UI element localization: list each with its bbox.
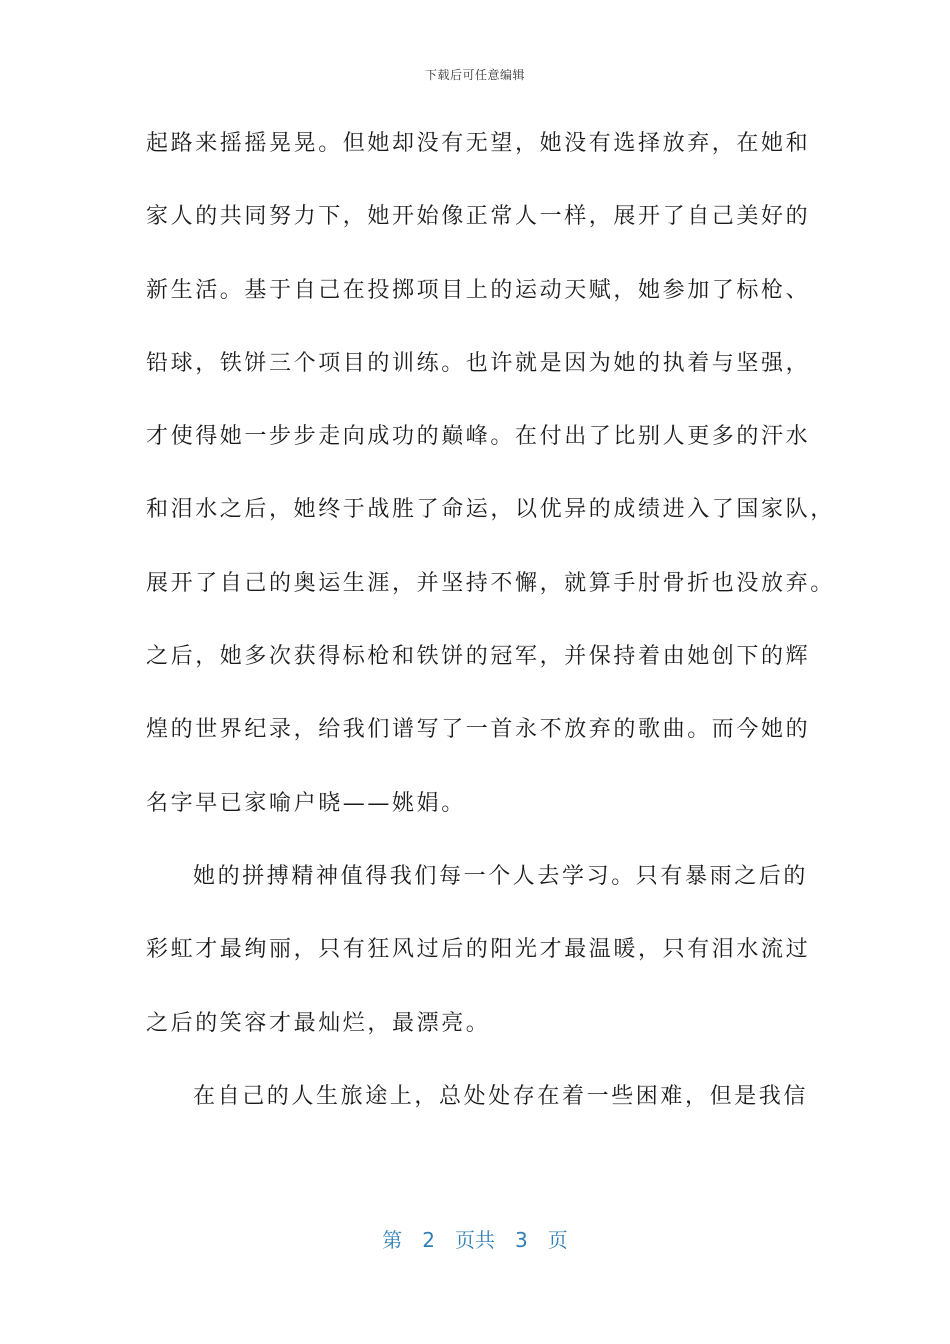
- paragraph-line: 在自己的人生旅途上，总处处存在着一些困难，但是我信: [193, 1083, 809, 1109]
- document-body: [146, 120, 835, 1146]
- paragraph-line: 铅球，铁饼三个项目的训练。也许就是因为她的执着与坚强，: [146, 350, 811, 376]
- paragraph-line: 之后的笑容才最灿烂，最漂亮。: [146, 1010, 491, 1036]
- paragraph-line: 彩虹才最绚丽，只有狂风过后的阳光才最温暖，只有泪水流过: [146, 937, 811, 963]
- page-label-prefix: 第: [382, 1228, 403, 1252]
- page-label-mid: 页共: [455, 1228, 495, 1252]
- total-pages-number: 3: [515, 1228, 528, 1252]
- paragraph-line: 起路来摇摇晃晃。但她却没有无望，她没有选择放弃，在她和: [146, 131, 811, 156]
- paragraph-line: 才使得她一步步走向成功的巅峰。在付出了比别人更多的汗水: [146, 424, 811, 450]
- paragraph-line: 煌的世界纪录，给我们谱写了一首永不放弃的歌曲。而今她的: [146, 717, 811, 743]
- current-page-number: 2: [422, 1228, 435, 1252]
- page-header: 下载后可任意编辑: [424, 68, 525, 82]
- paragraph-line: 之后，她多次获得标枪和铁饼的冠军，并保持着由她创下的辉: [146, 644, 811, 670]
- page-footer: [0, 1224, 950, 1253]
- paragraph-line: 她的拼搏精神值得我们每一个人去学习。只有暴雨之后的: [193, 863, 809, 889]
- paragraph-line: 展开了自己的奥运生涯，并坚持不懈，就算手肘骨折也没放弃。: [146, 570, 835, 596]
- page-label-suffix: 页: [547, 1228, 568, 1252]
- paragraph-line: 新生活。基于自己在投掷项目上的运动天赋，她参加了标枪、: [146, 277, 811, 303]
- paragraph-line: 名字早已家喻户晓——姚娟。: [146, 790, 466, 816]
- paragraph-line: 和泪水之后，她终于战胜了命运，以优异的成绩进入了国家队，: [146, 497, 835, 523]
- paragraph-line: 家人的共同努力下，她开始像正常人一样，展开了自己美好的: [146, 204, 811, 230]
